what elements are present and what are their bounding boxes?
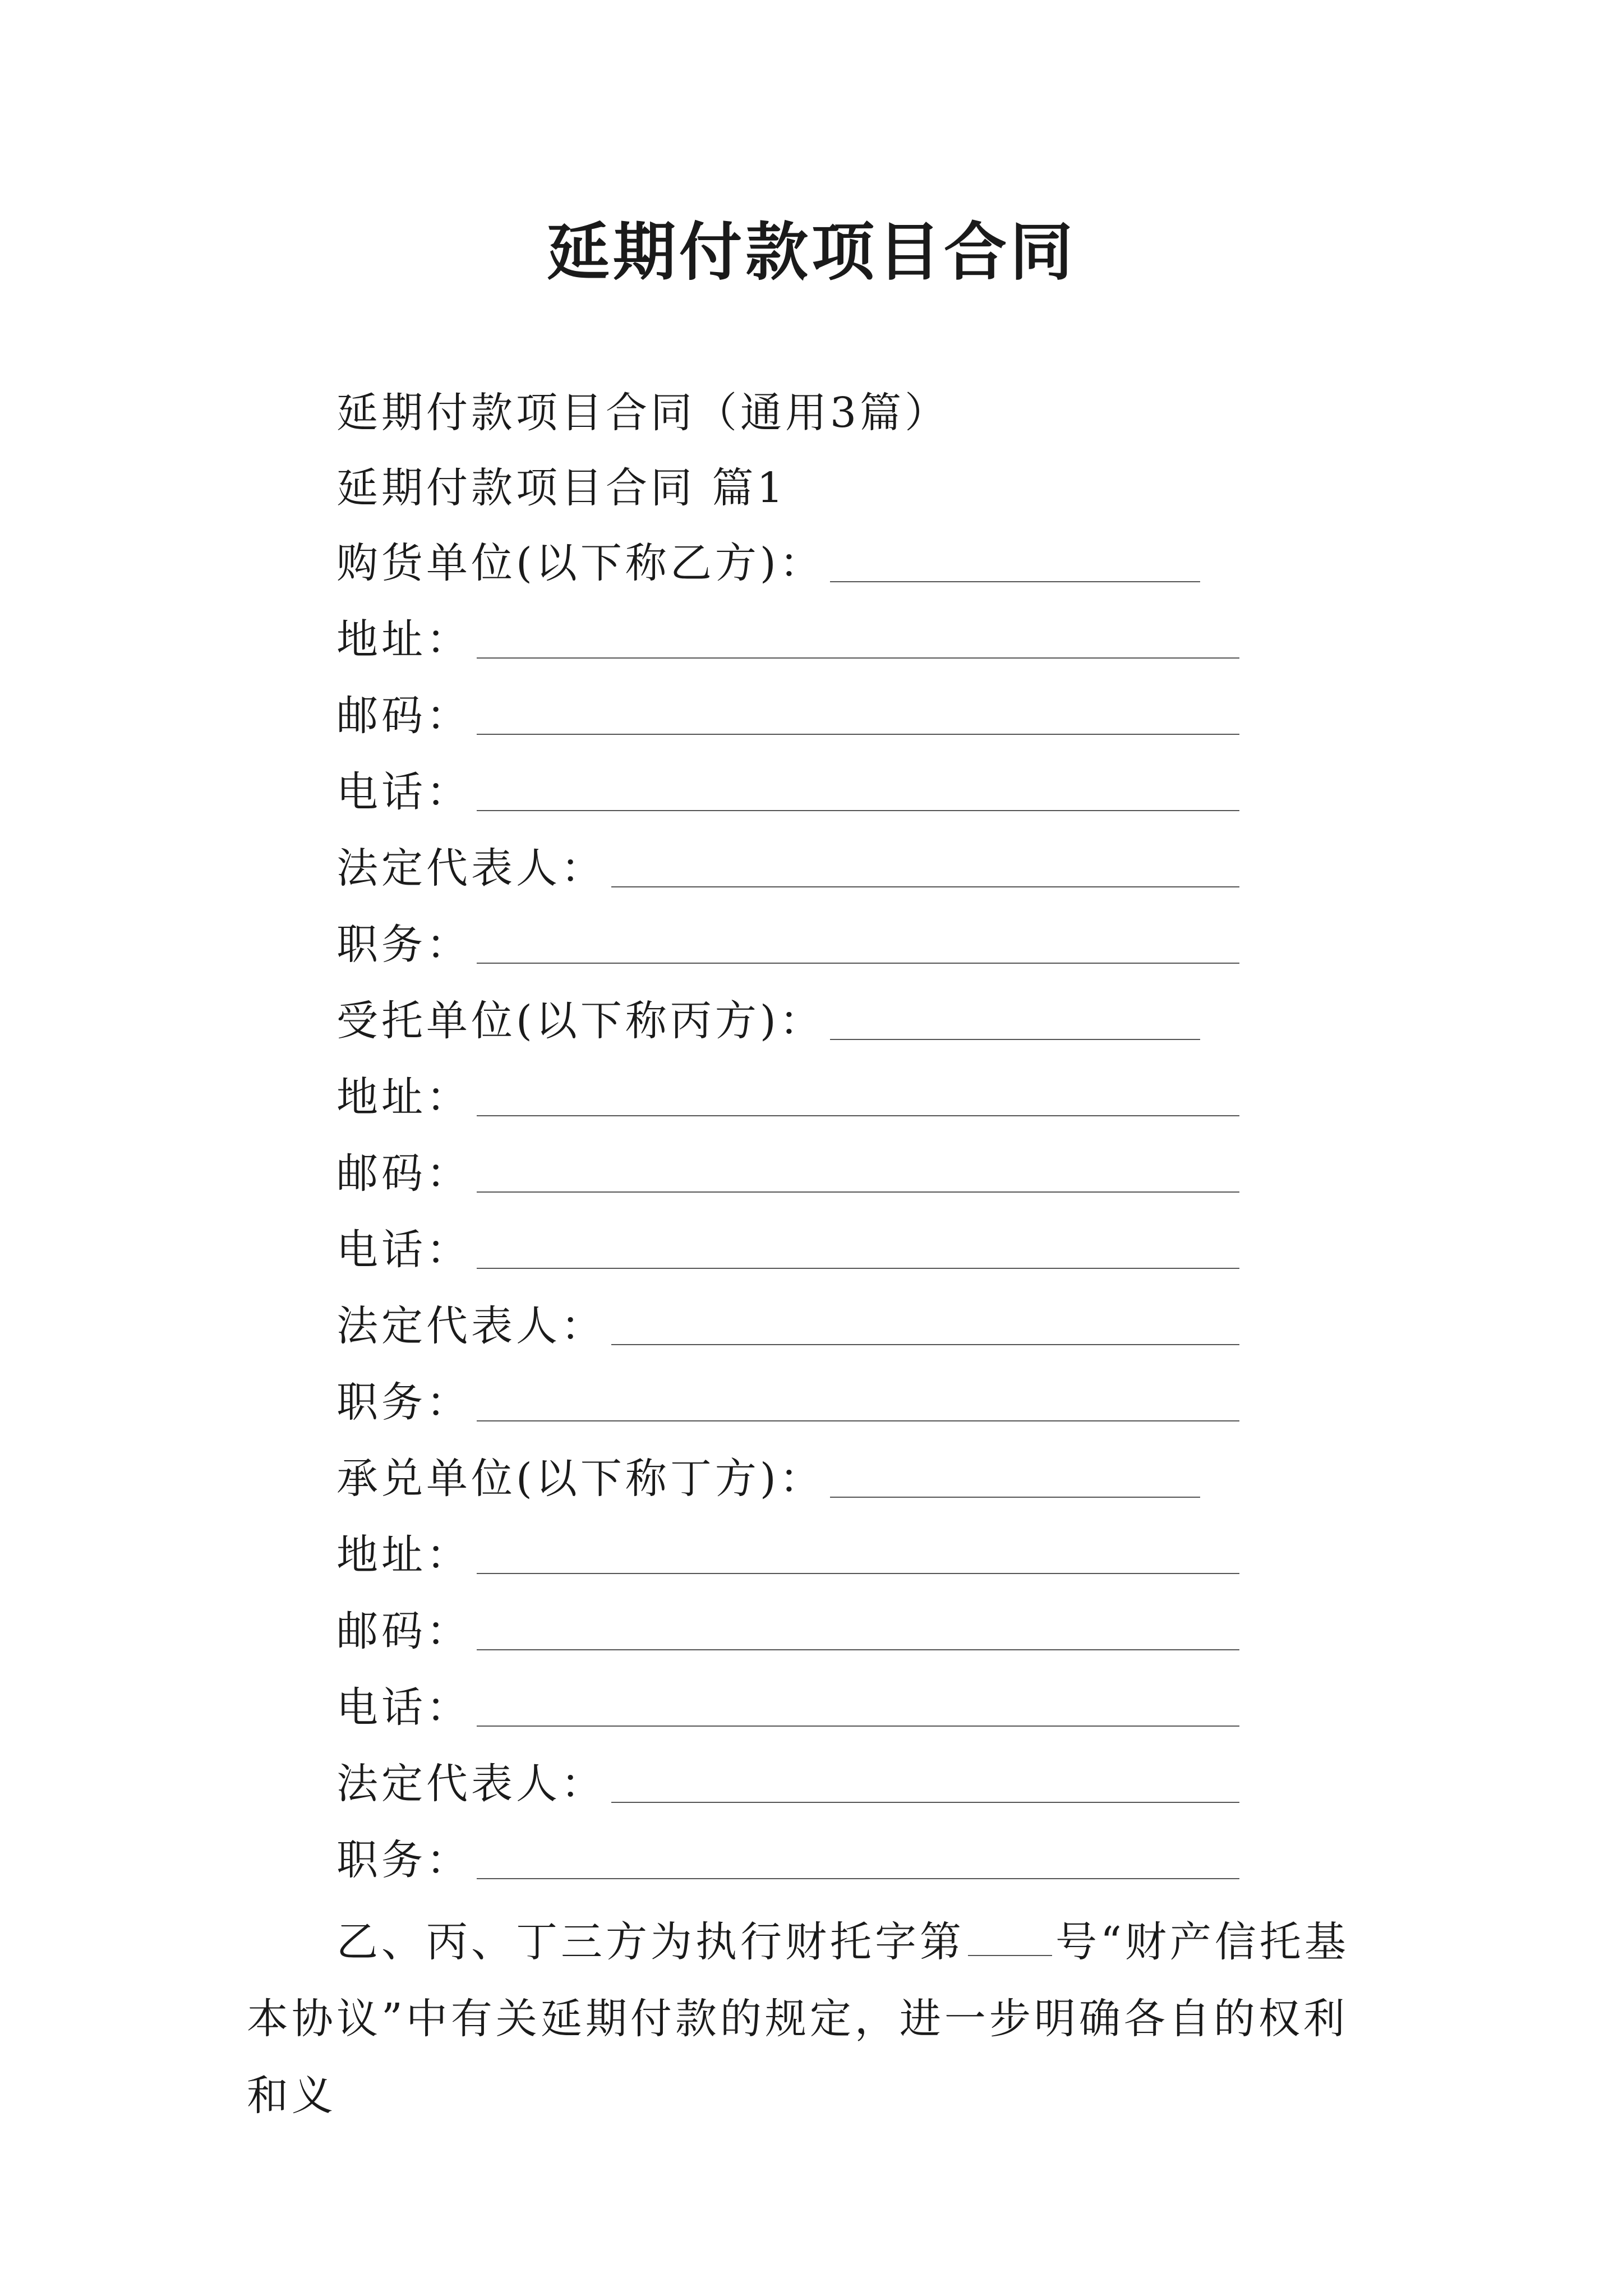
party-c-address-label: 地址： [336, 1073, 471, 1121]
party-b-position-row [336, 911, 1239, 978]
party-c-phone-label: 电话： [336, 1226, 471, 1274]
party-c-legal-rep-blank[interactable] [611, 1307, 1239, 1345]
document-title: 延期付款项目合同 [547, 215, 1076, 289]
party-b-postcode-label: 邮码： [336, 692, 471, 740]
party-b-phone-row [336, 758, 1239, 826]
party-c-unit-blank[interactable] [830, 1002, 1200, 1040]
party-b-unit-label: 购货单位(以下称乙方)： [336, 539, 824, 587]
party-d-unit-label: 承兑单位(以下称丁方)： [336, 1455, 824, 1503]
party-d-address-row [336, 1521, 1239, 1589]
party-c-postcode-row [336, 1140, 1239, 1207]
party-d-phone-blank[interactable] [477, 1688, 1239, 1727]
party-d-address-blank[interactable] [477, 1536, 1239, 1574]
party-c-unit-row [336, 987, 1200, 1055]
party-c-legal-rep-row [336, 1292, 1239, 1360]
agreement-number-blank[interactable] [968, 1920, 1052, 1956]
party-d-postcode-row [336, 1598, 1239, 1665]
party-d-unit-blank[interactable] [830, 1460, 1200, 1498]
party-b-legal-rep-blank[interactable] [611, 849, 1239, 887]
party-c-phone-row [336, 1216, 1239, 1283]
party-d-position-row [336, 1826, 1239, 1894]
party-c-position-row [336, 1369, 1239, 1436]
party-b-legal-rep-row [336, 835, 1239, 902]
party-b-position-blank[interactable] [477, 926, 1239, 964]
party-d-position-label: 职务： [336, 1836, 471, 1884]
party-c-position-blank[interactable] [477, 1383, 1239, 1421]
party-c-postcode-blank[interactable] [477, 1154, 1239, 1193]
agreement-paragraph [247, 1904, 1391, 2134]
party-d-postcode-label: 邮码： [336, 1607, 471, 1655]
party-c-position-label: 职务： [336, 1378, 471, 1427]
party-b-phone-blank[interactable] [477, 773, 1239, 811]
party-d-position-blank[interactable] [477, 1841, 1239, 1879]
party-b-position-label: 职务： [336, 921, 471, 969]
section-heading: 延期付款项目合同 篇1 [336, 464, 787, 512]
party-b-address-row [336, 606, 1239, 673]
party-c-address-blank[interactable] [477, 1078, 1239, 1116]
party-b-postcode-blank[interactable] [477, 697, 1239, 735]
party-b-address-blank[interactable] [477, 620, 1239, 659]
party-b-legal-rep-label: 法定代表人： [336, 844, 606, 892]
party-d-phone-label: 电话： [336, 1683, 471, 1732]
party-d-legal-rep-blank[interactable] [611, 1765, 1239, 1803]
party-b-postcode-row [336, 682, 1239, 749]
party-b-address-label: 地址： [336, 615, 471, 664]
paragraph-text-part2: 号“财产信托基本协议”中有关延期付款的规定，进一步明确各自的权利和义 [247, 1918, 1349, 2120]
party-c-address-row [336, 1064, 1239, 1131]
party-c-phone-blank[interactable] [477, 1231, 1239, 1269]
party-c-legal-rep-label: 法定代表人： [336, 1302, 606, 1350]
party-b-phone-label: 电话： [336, 768, 471, 816]
document-subtitle: 延期付款项目合同（通用3篇） [336, 389, 950, 437]
party-d-phone-row [336, 1674, 1239, 1741]
party-d-legal-rep-label: 法定代表人： [336, 1760, 606, 1808]
party-d-postcode-blank[interactable] [477, 1612, 1239, 1650]
paragraph-text-part1: 乙、丙、丁三方为执行财托字第 [336, 1918, 965, 1966]
party-d-address-label: 地址： [336, 1531, 471, 1579]
party-b-unit-row [336, 530, 1200, 597]
party-b-unit-blank[interactable] [830, 544, 1200, 582]
party-d-unit-row [336, 1445, 1200, 1512]
party-c-postcode-label: 邮码： [336, 1149, 471, 1198]
party-c-unit-label: 受托单位(以下称丙方)： [336, 997, 824, 1045]
party-d-legal-rep-row [336, 1750, 1239, 1818]
